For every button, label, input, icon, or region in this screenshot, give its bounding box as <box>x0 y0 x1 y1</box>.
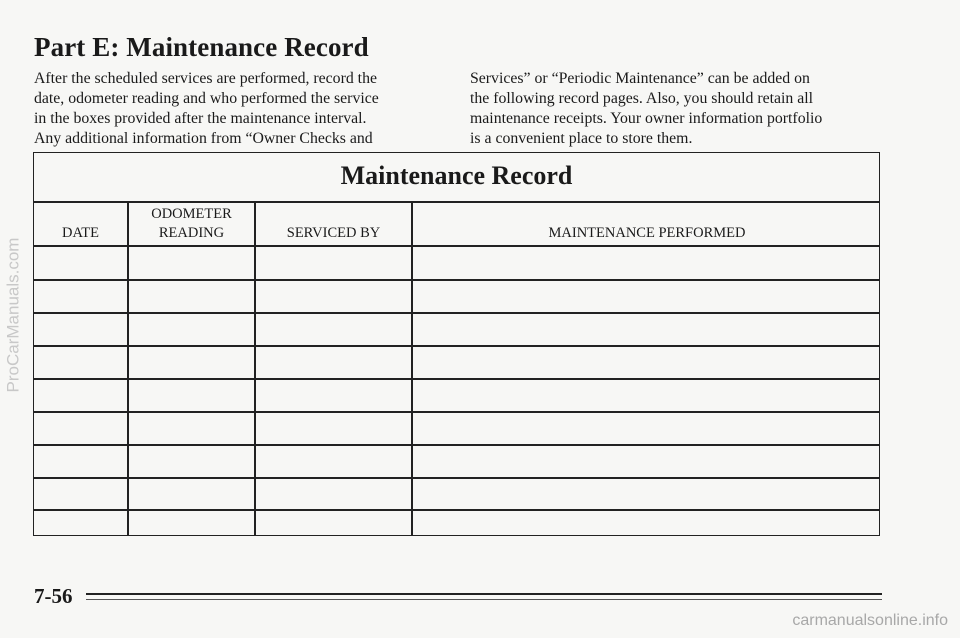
intro-line: in the boxes provided after the maintenance interval. <box>34 110 367 127</box>
header-divider <box>34 245 879 247</box>
page-number: 7-56 <box>34 584 73 608</box>
maintenance-record-table <box>33 152 880 536</box>
row-line <box>34 279 879 281</box>
intro-paragraph-left <box>34 69 379 149</box>
intro-line: the following record pages. Also, you should retain all <box>470 90 814 107</box>
column-header-odometer <box>129 205 254 243</box>
column-header-date: DATE <box>61 225 100 241</box>
column-header-odometer-line1: ODOMETER <box>151 206 232 222</box>
row-line <box>34 411 879 413</box>
row-line <box>34 509 879 511</box>
intro-line: maintenance receipts. Your owner information portfolio <box>470 110 823 127</box>
column-header-maintenance: MAINTENANCE PERFORMED <box>548 225 746 241</box>
column-divider <box>254 201 256 535</box>
row-line <box>34 312 879 314</box>
column-header-odometer-line2: READING <box>158 225 225 241</box>
intro-line: is a convenient place to store them. <box>470 130 693 147</box>
page-heading: Part E: Maintenance Record <box>34 32 369 62</box>
column-header-serviced-by: SERVICED BY <box>286 225 381 241</box>
bottom-watermark: carmanualsonline.info <box>792 612 948 629</box>
intro-line: date, odometer reading and who performed the service <box>34 90 379 107</box>
intro-line: Any additional information from “Owner Checks and <box>34 130 373 147</box>
side-watermark: ProCarManuals.com <box>3 237 23 393</box>
column-divider <box>127 201 129 535</box>
footer-rule <box>86 599 882 600</box>
row-line <box>34 345 879 347</box>
intro-paragraph-right <box>470 69 822 149</box>
row-line <box>34 477 879 479</box>
column-divider <box>411 201 413 535</box>
intro-line: Services” or “Periodic Maintenance” can be added on <box>470 70 810 87</box>
row-line <box>34 444 879 446</box>
record-title: Maintenance Record <box>340 161 573 190</box>
footer-rule <box>86 593 882 595</box>
row-line <box>34 378 879 380</box>
title-divider <box>34 201 879 203</box>
intro-line: After the scheduled services are performed, record the <box>34 70 377 87</box>
